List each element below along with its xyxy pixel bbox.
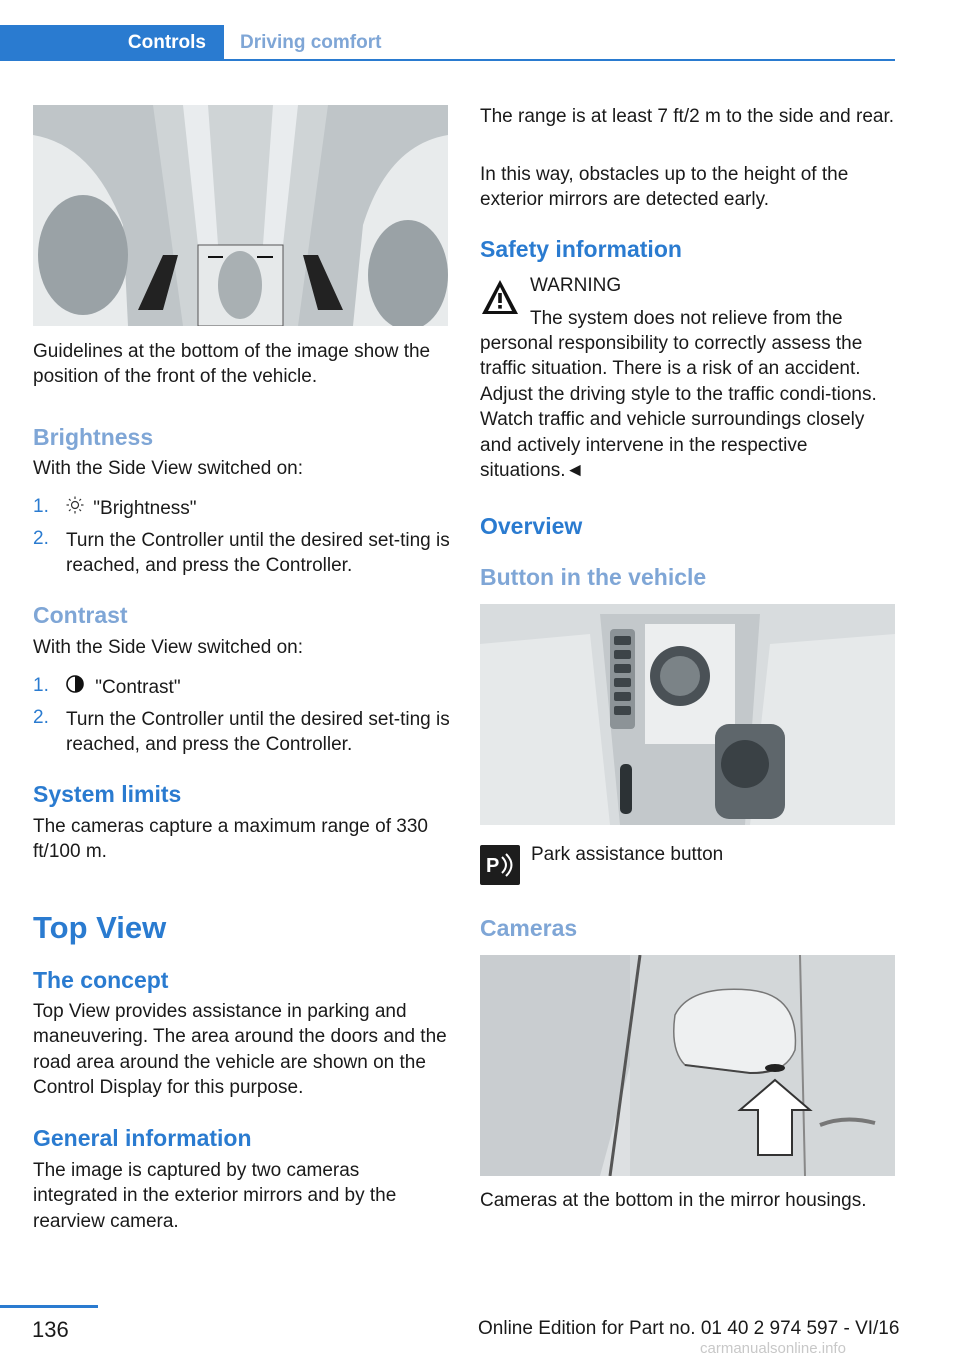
list-item: "Contrast" [66, 675, 451, 701]
heading-cameras: Cameras [480, 915, 578, 941]
watermark: carmanualsonline.info [700, 1340, 846, 1357]
header-bar [0, 25, 895, 61]
concept-text: Top View provides assistance in parking and maneuvering. The area around the doors and the road area around the vehicle are shown on the Control Display for this purpose. [33, 1001, 447, 1099]
park-assist-button-label: Park assistance button [531, 844, 724, 865]
brightness-steps: 1. "Brightness" 2. Turn the Controller until the desired set‐ting is reached, and press the Controller. [33, 496, 448, 586]
range-text: The range is at least 7 ft/2 m to the side and rear. [480, 106, 895, 127]
list-item: Turn the Controller until the desired set‐ting is reached, and press the Controller. [66, 530, 450, 577]
warning-label: WARNING [530, 275, 622, 296]
heading-brightness: Brightness [33, 424, 154, 450]
warning-triangle-icon [480, 278, 520, 318]
heading-contrast: Contrast [33, 602, 128, 628]
general-information-text: The image is captured by two cameras integrated in the exterior mirrors and by the rearview camera. [33, 1160, 397, 1232]
heading-system-limits: System limits [33, 781, 182, 807]
side-view-image [33, 105, 448, 326]
heading-button-in-vehicle: Button in the vehicle [480, 564, 707, 590]
warning-text: personal responsibility to correctly assess the traffic situation. There is a risk of an accident. Adjust the driving style to the traffic condi‐tions. Watch traffic and vehicle surroundings closely and actively intervene in the respective situations.◄ [480, 333, 877, 482]
tab-driving-comfort[interactable]: Driving comfort [240, 32, 382, 53]
system-limits-text: The cameras capture a maximum range of 330 ft/100 m. [33, 816, 428, 863]
svg-text:P: P [486, 855, 500, 877]
contrast-steps: 1. "Contrast" 2. Turn the Controller until the desired set‐ting is reached, and press the Controller. [33, 675, 448, 765]
console-button-image [480, 604, 895, 825]
warning-text-first: The system does not relieve from the [530, 308, 843, 329]
sun-icon [66, 496, 88, 521]
heading-concept: The concept [33, 967, 169, 993]
contrast-icon [66, 675, 90, 700]
list-item: Turn the Controller until the desired set‐ting is reached, and press the Controller. [66, 709, 450, 756]
image-caption-guidelines: Guidelines at the bottom of the image show the position of the front of the vehicle. [33, 341, 431, 388]
edition-text: Online Edition for Part no. 01 40 2 974 597 - VI/16 [478, 1318, 900, 1339]
park-assist-icon [480, 845, 520, 885]
mirror-camera-image [480, 955, 895, 1176]
header-rule [224, 59, 895, 61]
tab-controls[interactable]: Controls [0, 25, 224, 61]
contrast-intro: With the Side View switched on: [33, 637, 304, 658]
footer-rule [0, 1305, 98, 1308]
list-item: "Brightness" [66, 496, 451, 522]
heading-general-information: General information [33, 1125, 252, 1151]
obstacles-text: In this way, obstacles up to the height of the exterior mirrors are detected early. [480, 164, 849, 211]
page-number: 136 [32, 1317, 69, 1342]
brightness-intro: With the Side View switched on: [33, 458, 304, 479]
heading-safety-information: Safety information [480, 236, 682, 262]
heading-overview: Overview [480, 513, 583, 539]
cameras-caption: Cameras at the bottom in the mirror housings. [480, 1190, 867, 1211]
heading-top-view: Top View [33, 910, 167, 945]
